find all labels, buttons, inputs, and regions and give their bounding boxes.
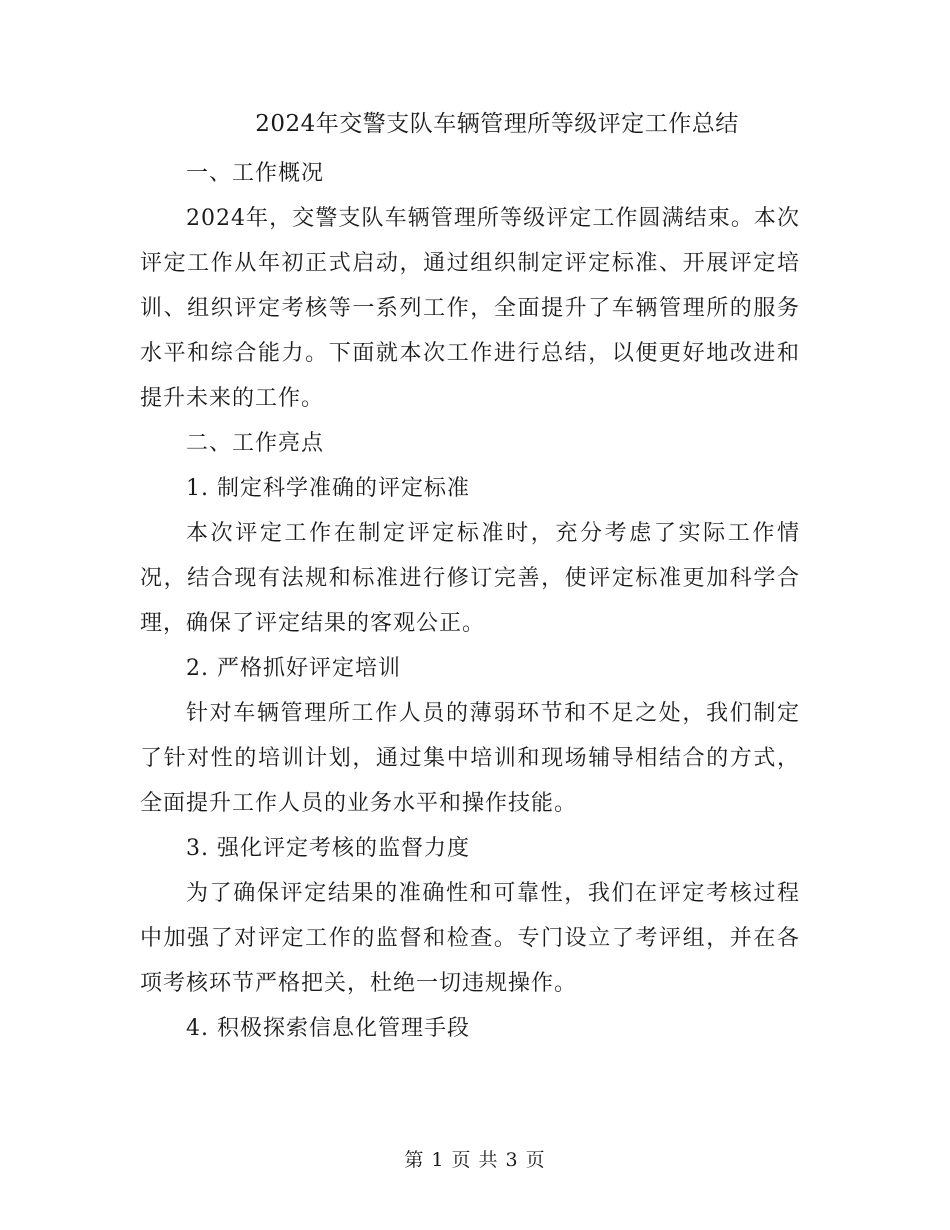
subheading-standards: 1. 制定科学准确的评定标准 [186,476,470,501]
paragraph-overview: 2024年，交警支队车辆管理所等级评定工作圆满结束。本次评定工作从年初正式启动，通过组织制定评定标准、开展评定培训、组织评定考核等一系列工作，全面提升了车辆管理所的服务水平和综合能力。下面就本次工作进行总结，以便更好地改进和提升未来的工作。 [140,206,800,411]
subheading-informatization: 4. 积极探索信息化管理手段 [186,1016,470,1041]
paragraph-supervision: 为了确保评定结果的准确性和可靠性，我们在评定考核过程中加强了对评定工作的监督和检查。专门设立了考评组，并在各项考核环节严格把关，杜绝一切违规操作。 [140,881,800,996]
document-title: 2024年交警支队车辆管理所等级评定工作总结 [255,111,739,137]
section-heading-overview: 一、工作概况 [186,161,325,186]
paragraph-standards: 本次评定工作在制定评定标准时，充分考虑了实际工作情况，结合现有法规和标准进行修订完善，使评定标准更加科学合理，确保了评定结果的客观公正。 [140,521,800,636]
page-number: 第 1 页 共 3 页 [404,1149,546,1171]
paragraph-training: 针对车辆管理所工作人员的薄弱环节和不足之处，我们制定了针对性的培训计划，通过集中培训和现场辅导相结合的方式，全面提升工作人员的业务水平和操作技能。 [140,701,800,816]
subheading-training: 2. 严格抓好评定培训 [186,656,401,681]
subheading-supervision: 3. 强化评定考核的监督力度 [186,836,470,861]
section-heading-highlights: 二、工作亮点 [186,431,325,456]
document-body [140,151,800,1051]
